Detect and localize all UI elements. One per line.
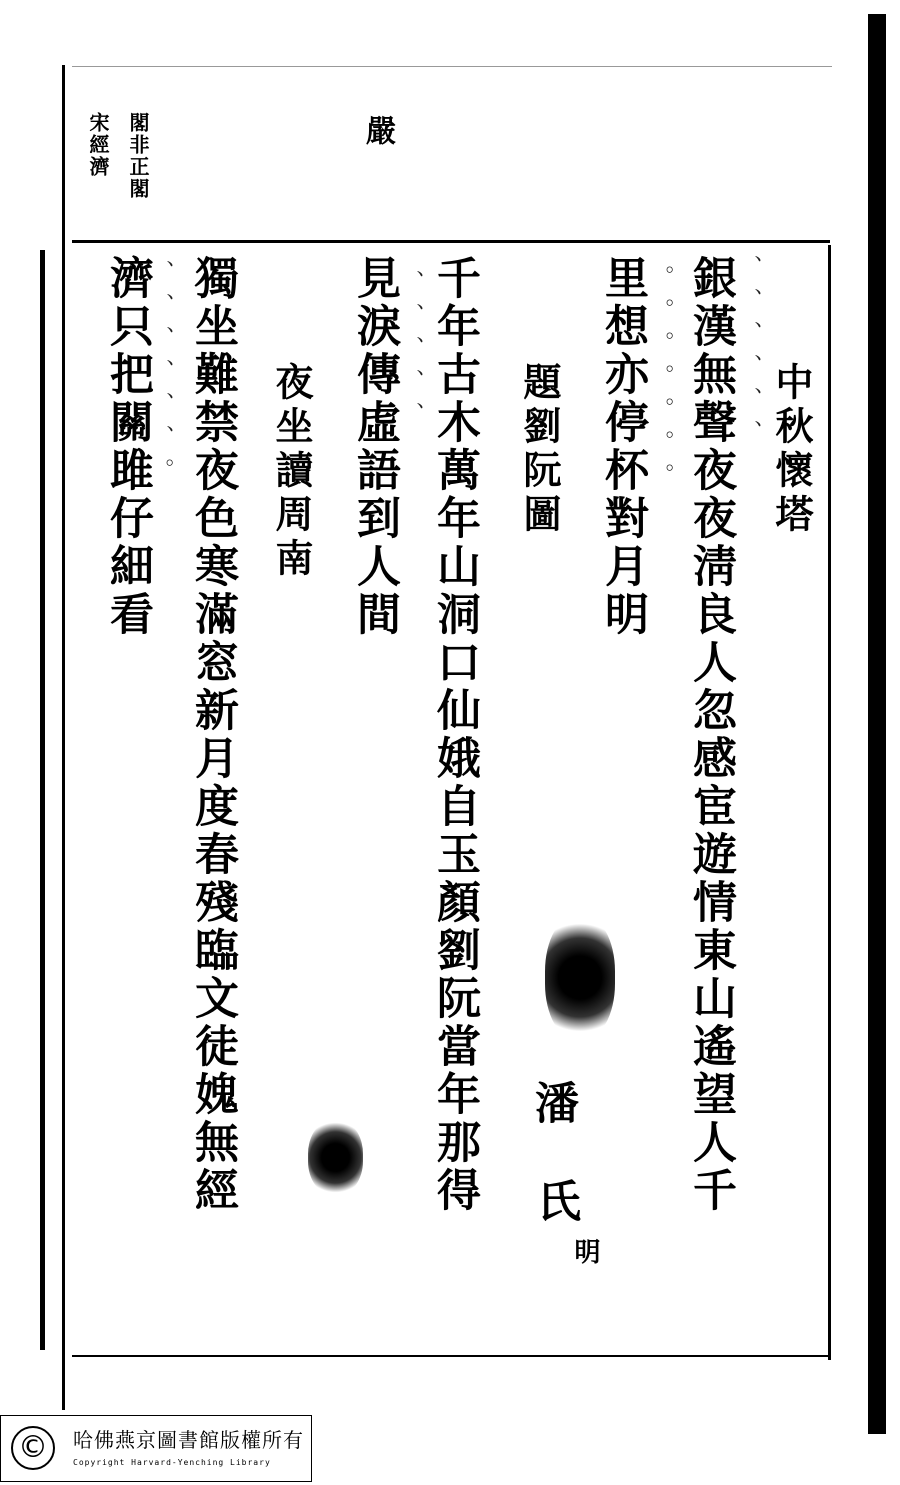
- bottom-rule-line: [72, 1355, 830, 1357]
- poem-1-line-2: 里想亦停杯對月明: [597, 255, 648, 639]
- poem-title-1: 中秋懷塔: [769, 362, 814, 538]
- poem-3-line-2: 濟只把關雎仔細看: [102, 255, 153, 639]
- poem-title-3: 夜坐讀周南: [269, 362, 314, 582]
- heading-mark: 嚴: [360, 115, 395, 147]
- right-edge-border: [868, 14, 886, 1434]
- poem-title-2: 題劉阮圖: [517, 362, 562, 538]
- emphasis-marks-4: 、、、、、、。: [149, 260, 174, 502]
- top-gloss-2: 宋經濟: [86, 112, 110, 178]
- author-dynasty: 明: [570, 1238, 600, 1266]
- author-suffix: 氏: [529, 1178, 580, 1226]
- top-gloss-1: 閣非正閣: [126, 112, 150, 200]
- author-name: 潘: [527, 1080, 578, 1128]
- top-edge-line: [72, 66, 832, 67]
- emphasis-marks-2: 。。。。。。。: [649, 265, 674, 507]
- copyright-notice: [0, 1415, 312, 1482]
- seal-stamp-1: [545, 915, 615, 1040]
- copyright-icon: ©: [11, 1426, 55, 1470]
- copyright-text-chinese: 哈佛燕京圖書館版權所有: [73, 1428, 304, 1452]
- poem-2-line-1: 千年古木萬年山洞口仙娥自玉顏劉阮當年那得: [429, 255, 480, 1215]
- poem-2-line-2: 見淚傳虛語到人間: [349, 255, 400, 639]
- top-rule-line: [72, 240, 830, 243]
- copyright-text-english: Copyright Harvard-Yenching Library: [73, 1458, 271, 1467]
- seal-stamp-2: [308, 1120, 363, 1195]
- left-frame-line: [40, 250, 45, 1350]
- right-frame-line: [828, 245, 831, 1360]
- left-margin-line: [62, 65, 65, 1410]
- poem-1-line-1: 銀漢無聲夜夜淸良人忽感宦遊情東山遙望人千: [685, 255, 736, 1215]
- poem-3-line-1: 獨坐難禁夜色寒滿窓新月度春殘臨文徒媿無經: [187, 255, 238, 1215]
- emphasis-marks-3: 、、、、、: [399, 270, 424, 446]
- emphasis-marks-1: 、、、、、、: [737, 255, 762, 464]
